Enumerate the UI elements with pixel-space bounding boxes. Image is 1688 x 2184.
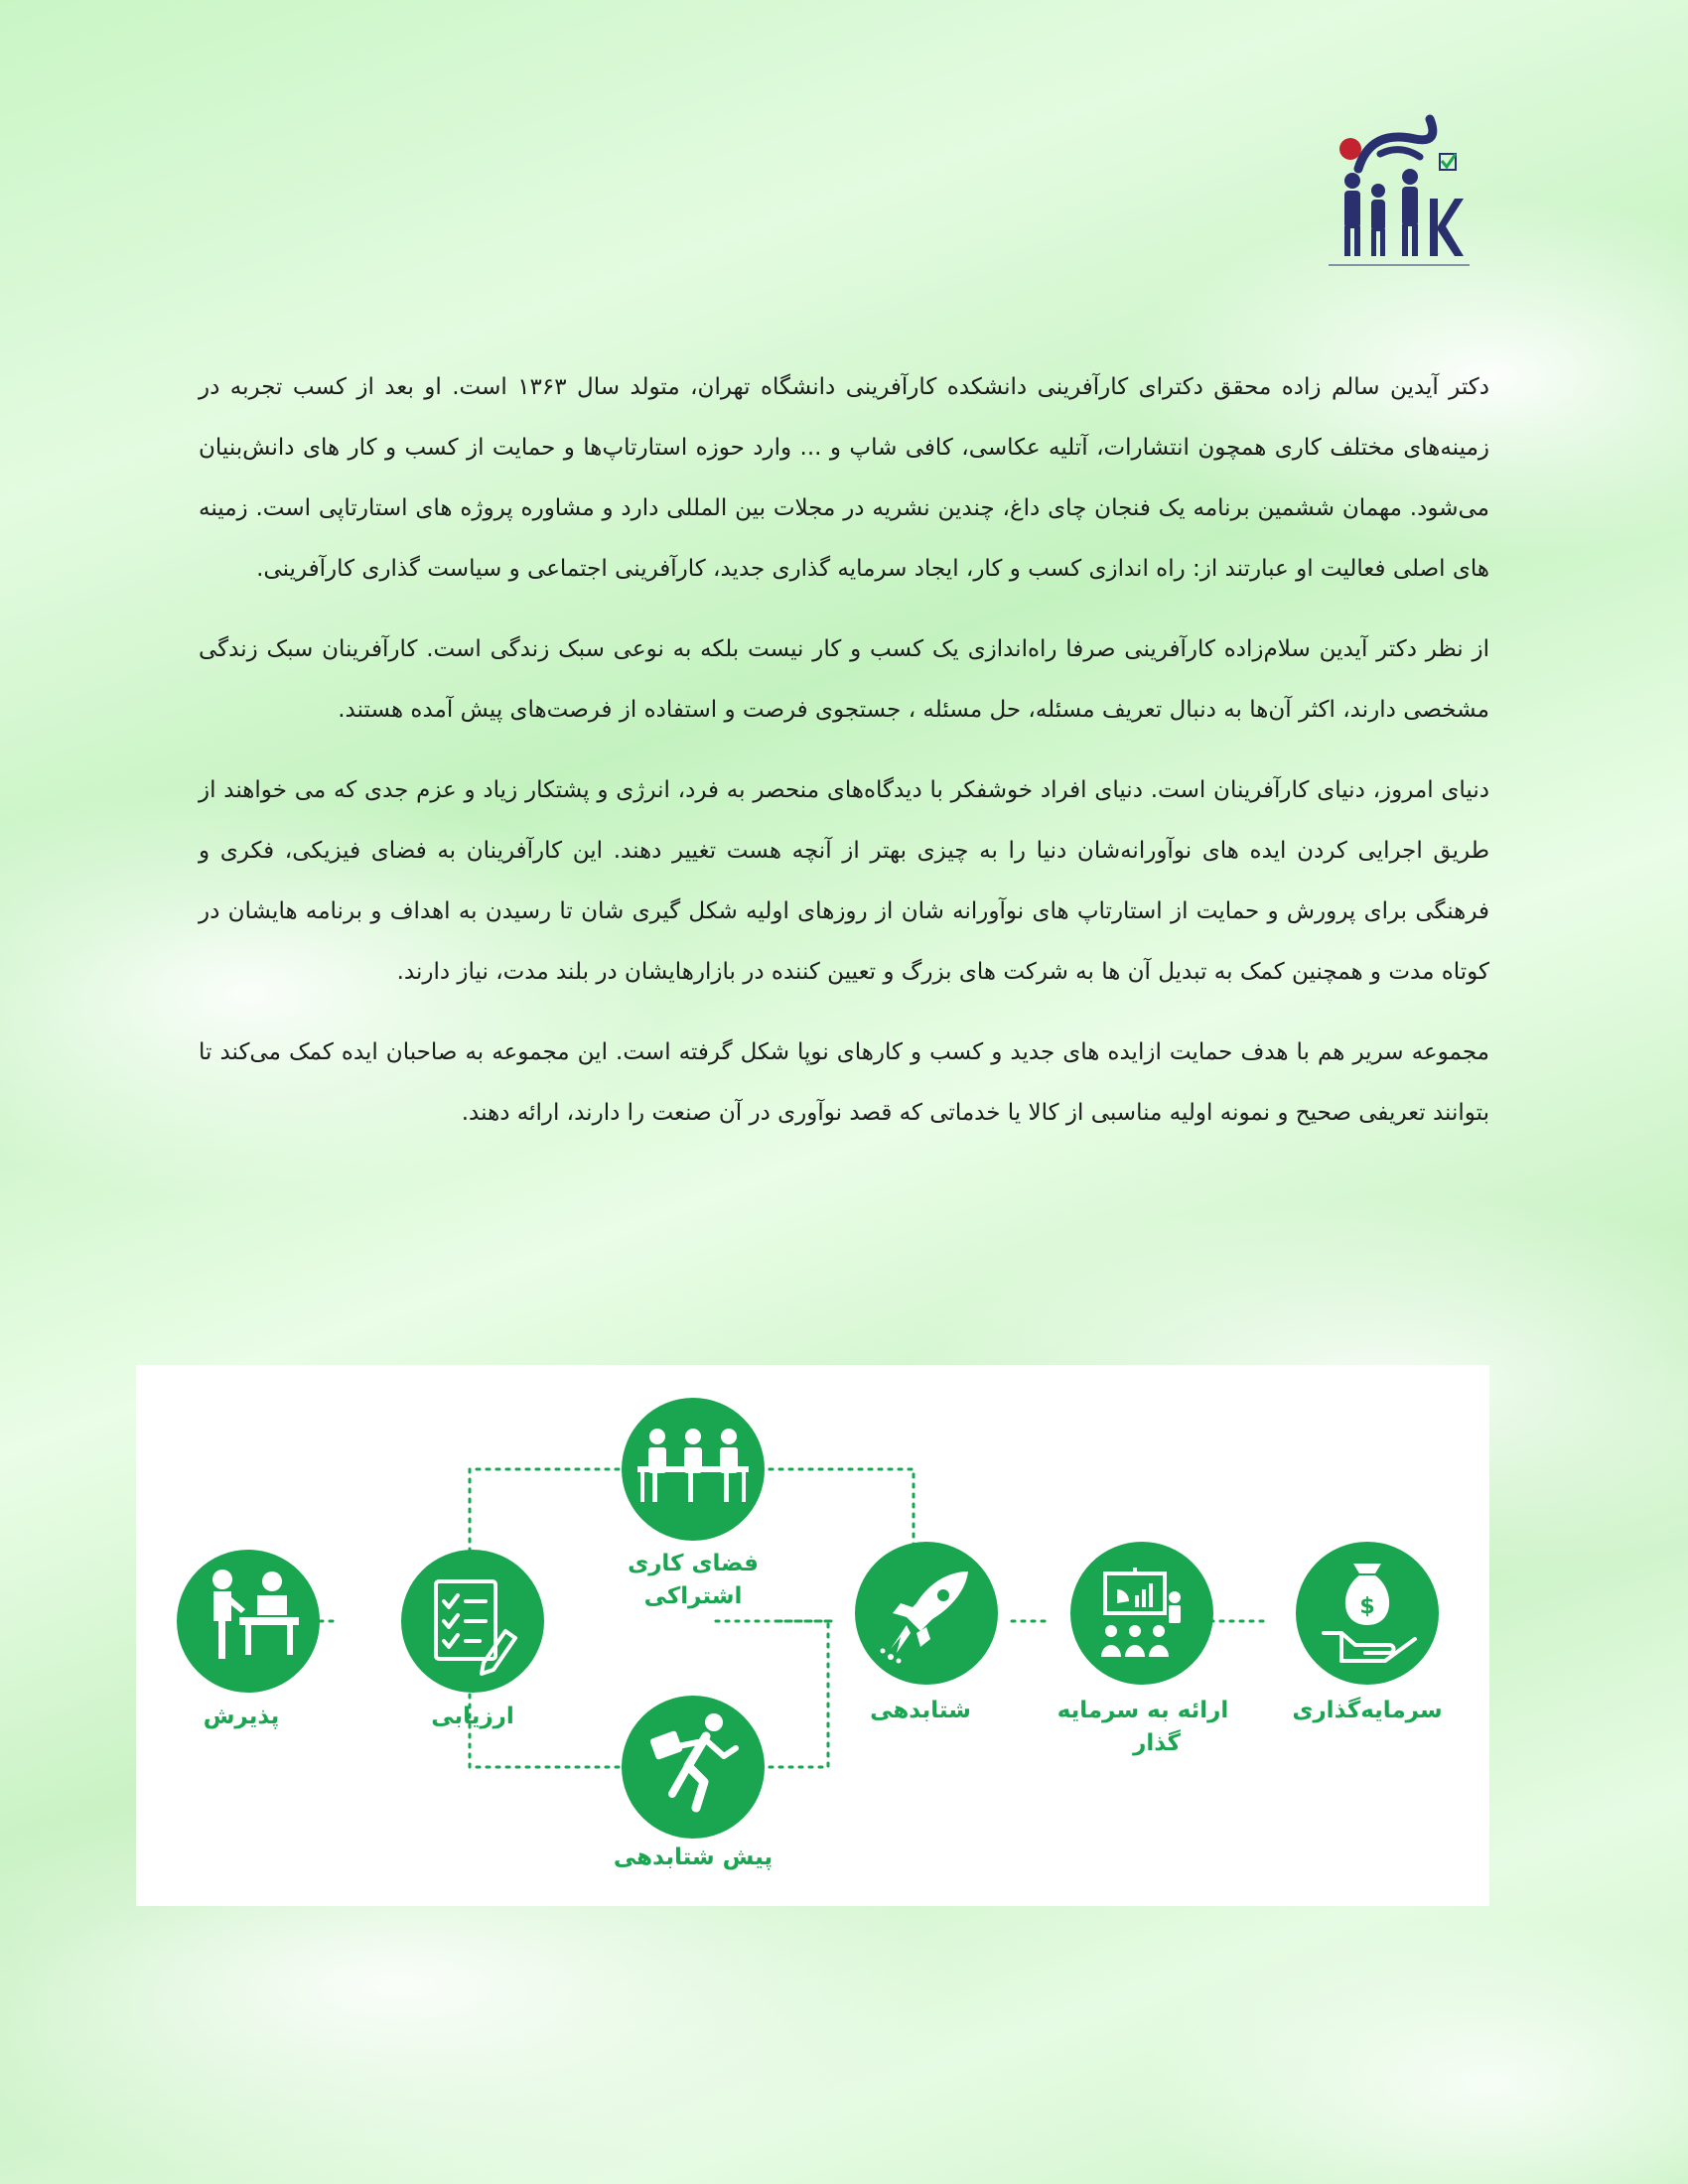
stage-pitch-to-investor [1057,1542,1229,1756]
stage-label-evaluation: ارزیابی [431,1704,514,1729]
pomegranate-icon [1339,138,1361,160]
stage-label-acceleration: شتابدهی [870,1698,971,1723]
stage-investment [1292,1542,1442,1723]
stage-label-reception: پذیرش [203,1704,280,1729]
article-body [199,357,1489,1163]
stage-pre-acceleration [614,1696,773,1870]
article-paragraph: مجموعه سریر هم با هدف حمایت ازایده های جدید و کسب و کارهای نوپا شکل گرفته است. این مجموعه به صاحبان ایده کمک می‌کند تا بتوانند تعریفی صحیح و نمونه اولیه مناسبی از کالا یا خدماتی که قصد نوآوری در آن صنعت را دارند، ارائه دهند. [199,1039,1489,1126]
stage-evaluation [401,1550,544,1729]
stage-label-pitch-line2: گذار [1133,1730,1181,1756]
kashef-logo [1321,99,1470,278]
stage-label-pre-acceleration: پیش شتابدهی [613,1844,774,1870]
stage-label-coworking-line2: اشتراکی [643,1583,743,1609]
stage-coworking [622,1398,765,1609]
logo-people-icon [1344,169,1464,256]
stage-acceleration [855,1542,998,1723]
svg-text:$: $ [1359,1594,1375,1619]
stage-label-coworking-line1: فضای کاری [628,1551,759,1576]
stage-reception [177,1550,320,1729]
stage-label-pitch-line1: ارائه به سرمایه [1056,1698,1229,1723]
process-diagram [136,1365,1489,1906]
logo-wordmark [1358,119,1433,169]
article-paragraph: دنیای امروز، دنیای کارآفرینان است. دنیای افراد خوشفکر با دیدگاه‌های منحصر به فرد، انرژی و پشتکار زیاد و عزم جدی که می خواهند از طریق اجرایی کردن ایده های نوآورانه‌شان دنیا را به چیزی بهتر از آنچه هست تغییر دهند. این کارآفرینان به فضای فیزیکی، فکری و فرهنگی برای پرورش و حمایت از استارتاپ های نوآورانه شان از روزهای اولیه شکل گیری شان تا رسیدن به اهداف و برنامه هایشان در کوتاه مدت و همچنین کمک به تبدیل آن ها به شرکت های بزرگ و تعیین کننده در بازارهایشان در بلند مدت، نیاز دارند. [199,777,1489,985]
stage-label-investment: سرمایه‌گذاری [1292,1698,1443,1723]
article-paragraph: دکتر آیدین سالم زاده محقق دکترای کارآفرینی دانشکده کارآفرینی دانشگاه تهران، متولد سال ۱۳۶۳ است. او بعد از کسب تجربه در زمینه‌های مختلف کاری همچون انتشارات، آتلیه عکاسی، کافی شاپ و ... وارد حوزه استارتاپ‌ها و حمایت از کسب و کار های دانش‌بنیان می‌شود. مهمان ششمین برنامه یک فنجان چای داغ، چندین نشریه در مجلات بین المللی دارد و مشاوره پروژه های استارتاپی است. زمینه های اصلی فعالیت او عبارتند از: راه اندازی کسب و کار، ایجاد سرمایه گذاری جدید، کارآفرینی اجتماعی و سیاست گذاری کارآفرینی. [199,374,1489,582]
article-paragraph: از نظر دکتر آیدین سلام‌زاده کارآفرینی صرفا راه‌اندازی یک کسب و کار نیست بلکه به نوعی سبک زندگی است. کارآفرینان سبک زندگی مشخصی دارند، اکثر آن‌ها به دنبال تعریف مسئله، حل مسئله ، جستجوی فرصت و استفاده از فرصت‌های پیش آمده هستند. [199,636,1489,723]
